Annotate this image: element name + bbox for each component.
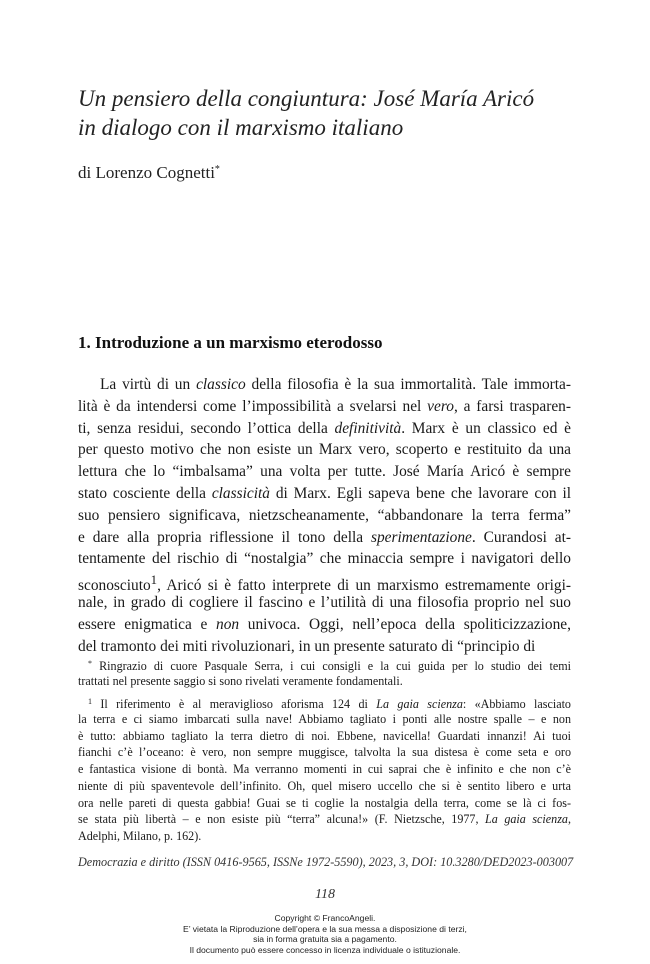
footnote-marker: 1 xyxy=(88,697,92,707)
body-line: lità è da intendersi come l’impossibilità a svelarsi nel vero, a farsi trasparen- xyxy=(78,397,571,415)
body-line: nale, in grado di cogliere il fascino e l’utilità di una filosofia proprio nel suo xyxy=(78,593,571,611)
footnotes xyxy=(78,656,571,845)
footnote-star-line: * Ringrazio di cuore Pasquale Serra, i cui consigli e la cui guida per lo studio dei temi xyxy=(88,659,571,673)
body-line: sconosciuto$^1$, Aricó si è fatto interprete di un marxismo estremamente origi- xyxy=(78,573,571,595)
article-title-line-1: Un pensiero della congiuntura: José María Aricó xyxy=(78,86,535,111)
body-line: del tramonto dei miti rivoluzionari, in un presente saturato di “principio di xyxy=(78,637,536,655)
footnote-1-line: e fantastica visione di bontà. Ma verranno momenti in cui saprai che è infinito e che non c’è xyxy=(78,762,571,777)
body-line: La virtù di un classico della filosofia è la sua immortalità. Tale immorta- xyxy=(100,376,571,393)
author-name: di Lorenzo Cognetti xyxy=(78,163,215,182)
footnote-1-line: ora nelle pareti di questa gabbia! Guai se ti coglie la nostalgia della terra, come se là ci fos- xyxy=(78,795,571,810)
copyright-line: Il documento può essere concesso in licenza individuale o istituzionale. xyxy=(189,944,461,955)
footnote-1-line: niente di più spaventevole dell’infinito. Oh, quel misero uccello che si è sentito libero e urta xyxy=(78,778,571,793)
body-line: lettura che lo “imbalsama” una volta per tutte. José María Aricó è sempre xyxy=(78,463,571,481)
footnote-star xyxy=(78,656,571,689)
footnote-1-line: è tutto: abbiamo tagliato la terra dietro di noi. Ebbene, navicella! Guardati innanzi! Ai tuoi xyxy=(78,728,571,743)
footnote-marker: 1 xyxy=(150,573,158,588)
footnote-1-line: se stata più libertà – e non esiste più “terra” alcuna!» (F. Nietzsche, 1977, La gaia scienza, xyxy=(78,812,571,827)
footnote-1-line: $^1$ Il riferimento è al meraviglioso aforisma 124 di La gaia scienza: «Abbiamo lasciato xyxy=(88,697,571,712)
footnote-marker: * xyxy=(88,659,92,668)
article-title xyxy=(78,84,598,142)
body-line: e dare alla propria riflessione il tono della sperimentazione. Curandosi at- xyxy=(78,528,572,546)
body-line: tentamente del rischio di “nostalgia” che minaccia sempre i navigatori dello xyxy=(78,550,571,568)
body-line: ti, senza residui, secondo l’ottica della definitività. Marx è un classico ed è xyxy=(78,419,571,437)
copyright-line: E’ vietata la Riproduzione dell’opera e la sua messa a disposizione di terzi, xyxy=(183,923,467,934)
section-heading: 1. Introduzione a un marxismo eterodosso xyxy=(78,333,383,352)
journal-reference: Democrazia e diritto (ISSN 0416-9565, ISSNe 1972-5590), 2023, 3, DOI: 10.3280/DED2023-003007 xyxy=(78,855,574,869)
copyright-notice xyxy=(0,913,650,955)
footnote-star-line: trattati nel presente saggio si sono rivelati veramente fondamentali. xyxy=(78,673,403,688)
footnote-1 xyxy=(78,694,571,844)
body-line: suo pensiero significava, nietzscheanamente, “abbandonare la terra ferma” xyxy=(78,506,571,524)
author-footnote-mark: * xyxy=(214,164,220,175)
copyright-line: sia in forma gratuita sia a pagamento. xyxy=(253,934,397,945)
body-line: essere enigmatica e non univoca. Oggi, nell’epoca della spoliticizzazione, xyxy=(78,615,571,633)
page-number: 118 xyxy=(315,887,335,902)
article-title-line-2: in dialogo con il marxismo italiano xyxy=(78,115,404,140)
body-line: stato cosciente della classicità di Marx. Egli sapeva bene che lavorare con il xyxy=(78,484,571,502)
author-byline xyxy=(78,163,220,183)
footnote-1-line: la terra e ci siamo imbarcati sulla nave! Abbiamo tagliato i ponti alle nostre spalle – e non xyxy=(78,712,571,727)
footnote-1-line: fianchi c’è l’oceano: è vero, non sempre muggisce, talvolta la sua distesa è come seta e oro xyxy=(78,745,571,760)
copyright-line: Copyright © FrancoAngeli. xyxy=(274,913,376,923)
body-line: per questo motivo che non esiste un Marx vero, scoperto e restituito da una xyxy=(78,441,571,459)
footnote-1-line: Adelphi, Milano, p. 162). xyxy=(78,828,202,843)
body-text xyxy=(78,374,571,657)
